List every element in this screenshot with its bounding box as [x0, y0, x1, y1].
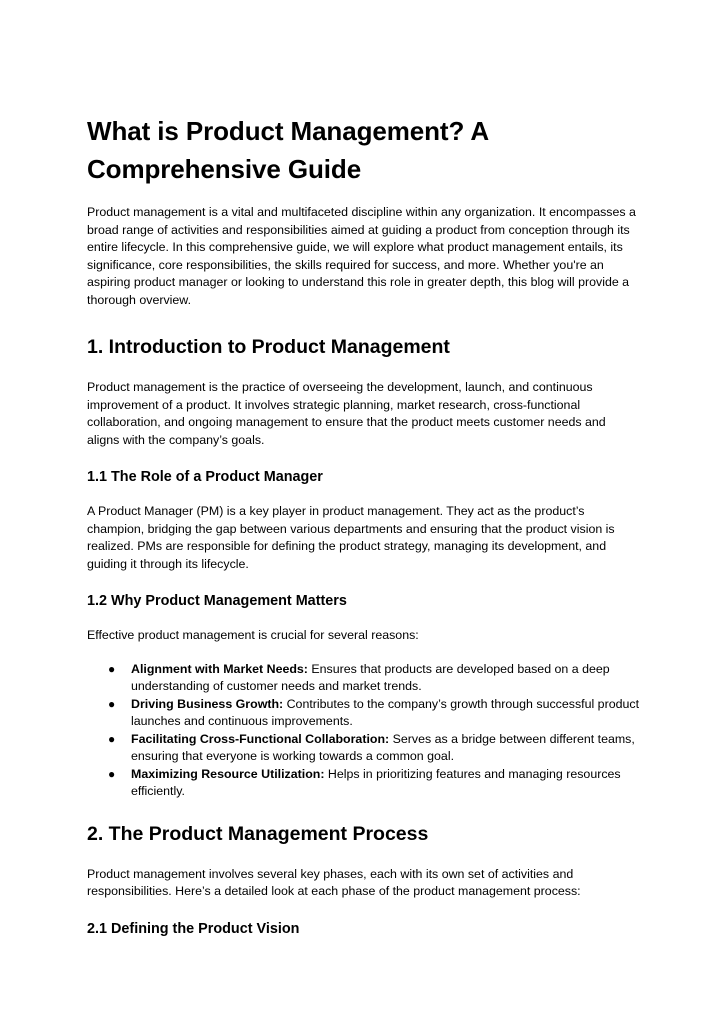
section-1-heading: 1. Introduction to Product Management — [87, 336, 450, 358]
subsection-1-2-paragraph: Effective product management is crucial for several reasons: — [87, 628, 419, 642]
document-page — [87, 112, 639, 939]
section-1-paragraph: Product management is the practice of overseeing the development, launch, and continuous improvement of a product. It involves strategic planning, market research, cross-functional collaboration, and ongoing management to ensure that the product meets customer needs and aligns with the company’s goals. — [87, 380, 606, 447]
list-item-label: Driving Business Growth: — [131, 696, 284, 711]
list-item — [87, 696, 639, 731]
bullet-icon: ● — [108, 661, 116, 676]
subsection-2-1-heading: 2.1 Defining the Product Vision — [87, 920, 300, 937]
subsection-1-1-heading: 1.1 The Role of a Product Manager — [87, 469, 323, 485]
page-title: What is Product Management? A Comprehensive Guide — [87, 116, 489, 184]
list-item — [87, 766, 639, 801]
bullet-icon: ● — [108, 696, 116, 711]
list-item — [87, 731, 639, 766]
list-item-text: Ensures that products are developed based on a deep understanding of customer needs and market trends. — [131, 661, 610, 693]
reasons-list — [87, 661, 639, 801]
list-item-text: Contributes to the company’s growth through successful product launches and continuous improvements. — [131, 696, 640, 728]
section-2-paragraph: Product management involves several key phases, each with its own set of activities and responsibilities. Here’s a detailed look at each phase of the product management process: — [87, 866, 581, 898]
section-2-heading: 2. The Product Management Process — [87, 822, 429, 845]
subsection-1-2-heading: 1.2 Why Product Management Matters — [87, 593, 347, 609]
list-item-text: Serves as a bridge between different teams, ensuring that everyone is working towards a common goal. — [131, 731, 635, 763]
list-item-text: Helps in prioritizing features and managing resources efficiently. — [131, 766, 621, 798]
list-item-label: Facilitating Cross-Functional Collaboration: — [131, 731, 390, 746]
subsection-1-1-paragraph: A Product Manager (PM) is a key player in product management. They act as the product’s champion, bridging the gap between various departments and ensuring that the product vision is realized. PMs are responsible for defining the product strategy, managing its development, and guiding it through its lifecycle. — [87, 504, 615, 571]
list-item — [87, 661, 639, 696]
list-item-label: Alignment with Market Needs: — [131, 661, 308, 676]
intro-paragraph: Product management is a vital and multifaceted discipline within any organization. It encompasses a broad range of activities and responsibilities aimed at guiding a product from conception through its entire lifecycle. In this comprehensive guide, we will explore what product management entails, its significance, core responsibilities, the skills required for success, and more. Whether you're an aspiring product manager or looking to understand this role in greater depth, this blog will provide a thorough overview. — [87, 205, 636, 307]
list-item-label: Maximizing Resource Utilization: — [131, 766, 325, 781]
bullet-icon: ● — [108, 731, 116, 746]
bullet-icon: ● — [108, 766, 116, 781]
